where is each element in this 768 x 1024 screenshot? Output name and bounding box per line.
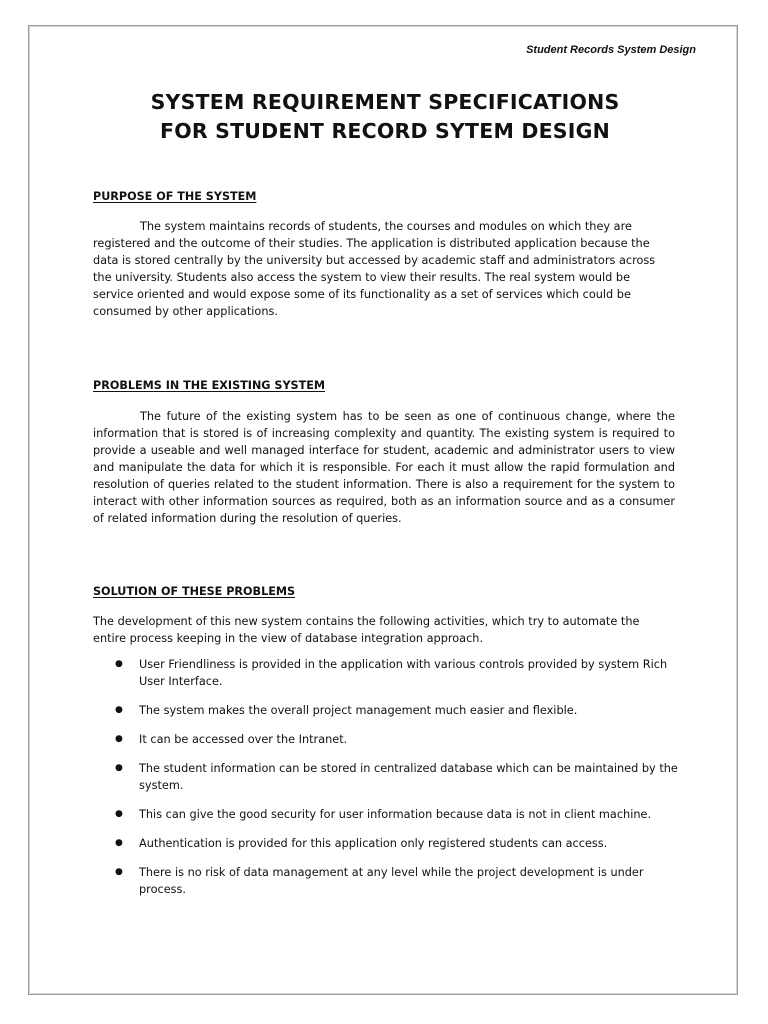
list-item: ● The system makes the overall project management much easier and flexible. [115, 704, 578, 717]
title-line-2: FOR STUDENT RECORD SYTEM DESIGN [160, 119, 610, 143]
document-title [60, 88, 710, 146]
bullet-icon: ● [115, 659, 123, 669]
bullet-icon: ● [115, 734, 123, 744]
list-item: ● There is no risk of data management at any level while the project development is under process. [115, 866, 644, 896]
bullet-icon: ● [115, 763, 123, 773]
purpose-paragraph: The system maintains records of students, the courses and modules on which they are registered and the outcome of their studies. The application is distributed application because the data is stored centrally by the university but accessed by academic staff and administrators across the university. Students also access the system to view their results. The real system would be service oriented and would expose some of its functionality as a set of services which could be consumed by other applications. [93, 220, 656, 318]
bullet-icon: ● [115, 838, 123, 848]
solution-heading: SOLUTION OF THESE PROBLEMS [93, 585, 296, 598]
purpose-heading: PURPOSE OF THE SYSTEM [93, 190, 257, 203]
solution-intro: The development of this new system contains the following activities, which try to automate the entire process keeping in the view of database integration approach. [93, 615, 640, 645]
bullet-icon: ● [115, 809, 123, 819]
list-item: ● User Friendliness is provided in the application with various controls provided by system Rich User Interface. [115, 658, 668, 688]
title-line-1: SYSTEM REQUIREMENT SPECIFICATIONS [150, 90, 620, 114]
problems-heading: PROBLEMS IN THE EXISTING SYSTEM [93, 379, 326, 392]
bullet-icon: ● [115, 705, 123, 715]
problems-paragraph: The future of the existing system has to be seen as one of continuous change, where the information that is stored is of increasing complexity and quantity. The existing system is required to provide a useable and well managed interface for student, academic and administrator users to view and manipulate the data for which it is responsible. For each it must allow the rapid formulation and resolution of queries related to the student information. There is also a requirement for the system to interact with other information sources as required, both as an information source and as a consumer of related information during the resolution of queries. [93, 410, 675, 525]
list-item: ● The student information can be stored in centralized database which can be maintained by the system. [115, 762, 678, 792]
running-header: Student Records System Design [526, 44, 696, 56]
list-item: ● Authentication is provided for this application only registered students can access. [115, 837, 608, 850]
bullet-icon: ● [115, 867, 123, 877]
list-item: ● This can give the good security for user information because data is not in client machine. [115, 808, 652, 821]
list-item: ● It can be accessed over the Intranet. [115, 733, 348, 746]
solution-bullet-list [93, 656, 683, 910]
